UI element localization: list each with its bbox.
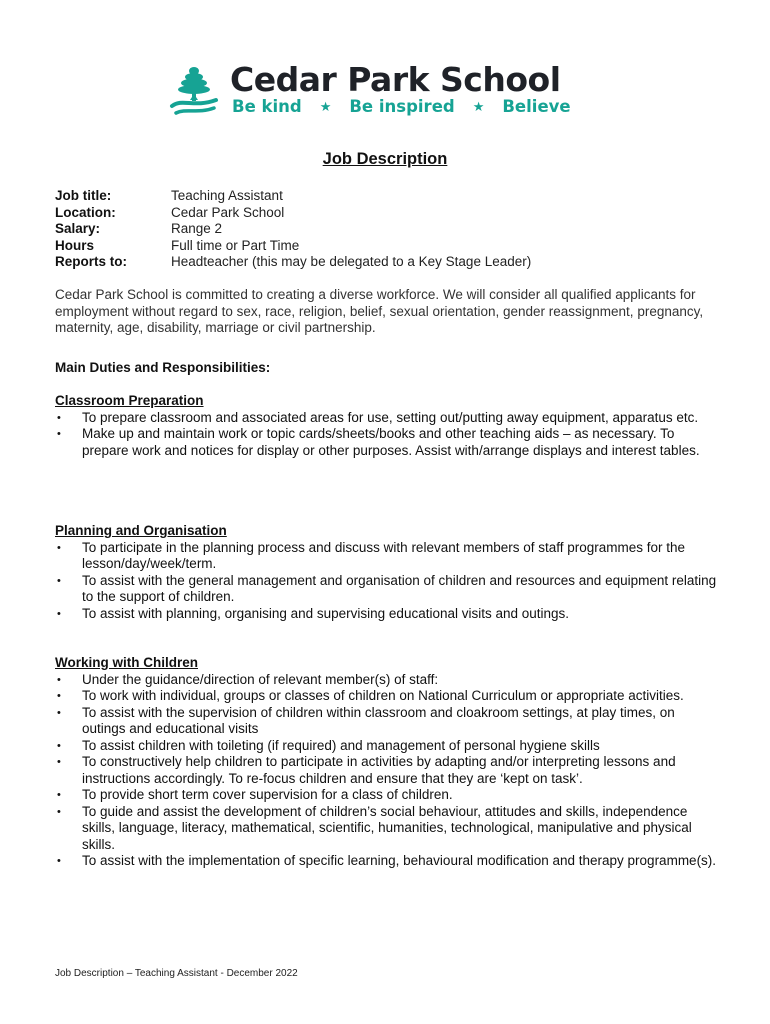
- detail-row: [55, 254, 531, 271]
- list-item-text: To assist with planning, organising and supervising educational visits and outings.: [82, 605, 570, 621]
- star-icon: ★: [319, 100, 332, 115]
- list-item: [55, 738, 720, 755]
- school-header: [168, 62, 578, 120]
- bullet-icon: •: [57, 855, 61, 867]
- bullet-icon: •: [57, 607, 61, 620]
- bullet-icon: •: [57, 574, 61, 587]
- detail-row: [55, 221, 531, 238]
- school-name: Cedar Park School: [230, 60, 561, 99]
- section-heading: Classroom Preparation: [55, 393, 204, 408]
- detail-value: Teaching Assistant: [171, 188, 283, 203]
- tree-logo-icon: [168, 64, 220, 116]
- list-item-text: To assist children with toileting (if required) and management of personal hygiene skills: [82, 737, 600, 753]
- tagline-believe: Believe: [502, 97, 571, 116]
- list-item: [55, 705, 720, 738]
- detail-value: Full time or Part Time: [171, 237, 300, 253]
- list-item: [55, 787, 720, 804]
- list-item-text: To assist with the supervision of children within classroom and cloakroom settings, at play times, on outings and educational visits: [82, 704, 675, 736]
- list-item: [55, 804, 720, 854]
- detail-label: Reports to:: [55, 254, 127, 269]
- detail-value: Cedar Park School: [171, 204, 285, 220]
- detail-label: Hours: [55, 237, 95, 253]
- bullet-icon: •: [57, 739, 61, 752]
- duties-list: [55, 672, 720, 870]
- list-item: [55, 410, 720, 427]
- section-heading: Working with Children: [55, 655, 198, 670]
- list-item-text: Under the guidance/direction of relevant member(s) of staff:: [82, 671, 439, 687]
- bullet-icon: •: [57, 690, 61, 702]
- school-tagline: [232, 97, 571, 116]
- bullet-icon: •: [57, 789, 61, 801]
- list-item: [55, 540, 720, 573]
- detail-value: Range 2: [171, 221, 223, 236]
- bullet-icon: •: [57, 673, 61, 686]
- list-item-text: To participate in the planning process and discuss with relevant members of staff programmes for the lesson/day/week/term.: [82, 539, 686, 571]
- bullet-icon: •: [57, 756, 61, 768]
- bullet-icon: •: [57, 706, 61, 719]
- detail-value: Headteacher (this may be delegated to a Key Stage Leader): [171, 254, 532, 269]
- detail-row: [55, 188, 531, 205]
- list-item: [55, 606, 720, 623]
- main-duties-heading: Main Duties and Responsibilities:: [55, 360, 271, 375]
- detail-row: [55, 238, 531, 255]
- list-item: [55, 754, 720, 787]
- list-item-text: To assist with the implementation of specific learning, behavioural modification and therapy programme(s).: [82, 853, 717, 868]
- detail-label: Location:: [55, 204, 116, 220]
- list-item-text: To assist with the general management and organisation of children and resources and equipment relating to the support of children.: [82, 572, 717, 604]
- bullet-icon: •: [57, 805, 61, 818]
- list-item-text: To prepare classroom and associated areas for use, setting out/putting away equipment, apparatus etc.: [82, 409, 699, 425]
- job-details: [55, 188, 531, 271]
- detail-label: Job title:: [55, 188, 112, 203]
- list-item: [55, 426, 720, 459]
- list-item: [55, 573, 720, 606]
- bullet-icon: •: [57, 541, 61, 554]
- section-heading: Planning and Organisation: [55, 523, 227, 538]
- section-classroom-preparation: [55, 393, 720, 459]
- document-title: Job Description: [322, 150, 448, 168]
- tagline-be-inspired: Be inspired: [349, 97, 455, 116]
- detail-label: Salary:: [55, 221, 101, 236]
- tagline-be-kind: Be kind: [232, 97, 302, 116]
- duties-list: [55, 540, 720, 623]
- detail-row: [55, 205, 531, 222]
- star-icon: ★: [472, 100, 485, 115]
- page-footer: Job Description – Teaching Assistant - December 2022: [55, 968, 298, 979]
- list-item-text: To guide and assist the development of children’s social behaviour, attitudes and skills, independence skills, language, literacy, mathematical, scientific, humanities, technological, manipulative and physical skills.: [82, 803, 692, 852]
- list-item-text: To work with individual, groups or classes of children on National Curriculum or appropriate activities.: [82, 688, 684, 703]
- equal-opportunities-statement: Cedar Park School is committed to creating a diverse workforce. We will consider all qualified applicants for employment without regard to sex, race, religion, belief, sexual orientation, gender reassignment, pregnancy, maternity, age, disability, marriage or civil partnership.: [55, 287, 704, 335]
- section-working-with-children: [55, 655, 720, 870]
- bullet-icon: •: [57, 428, 61, 440]
- list-item: [55, 672, 720, 689]
- duties-list: [55, 410, 720, 460]
- list-item: [55, 853, 720, 870]
- list-item-text: To provide short term cover supervision for a class of children.: [82, 787, 453, 802]
- section-planning-organisation: [55, 523, 720, 622]
- list-item: [55, 688, 720, 705]
- list-item-text: To constructively help children to participate in activities by adapting and/or interpreting lessons and instructions accordingly. To re-focus children and ensure that they are ‘kept on task’.: [82, 754, 676, 786]
- list-item-text: Make up and maintain work or topic cards/sheets/books and other teaching aids – as necessary. To prepare work and notices for display or other purposes. Assist with/arrange displays and interest tables.: [82, 426, 700, 458]
- bullet-icon: •: [57, 411, 61, 424]
